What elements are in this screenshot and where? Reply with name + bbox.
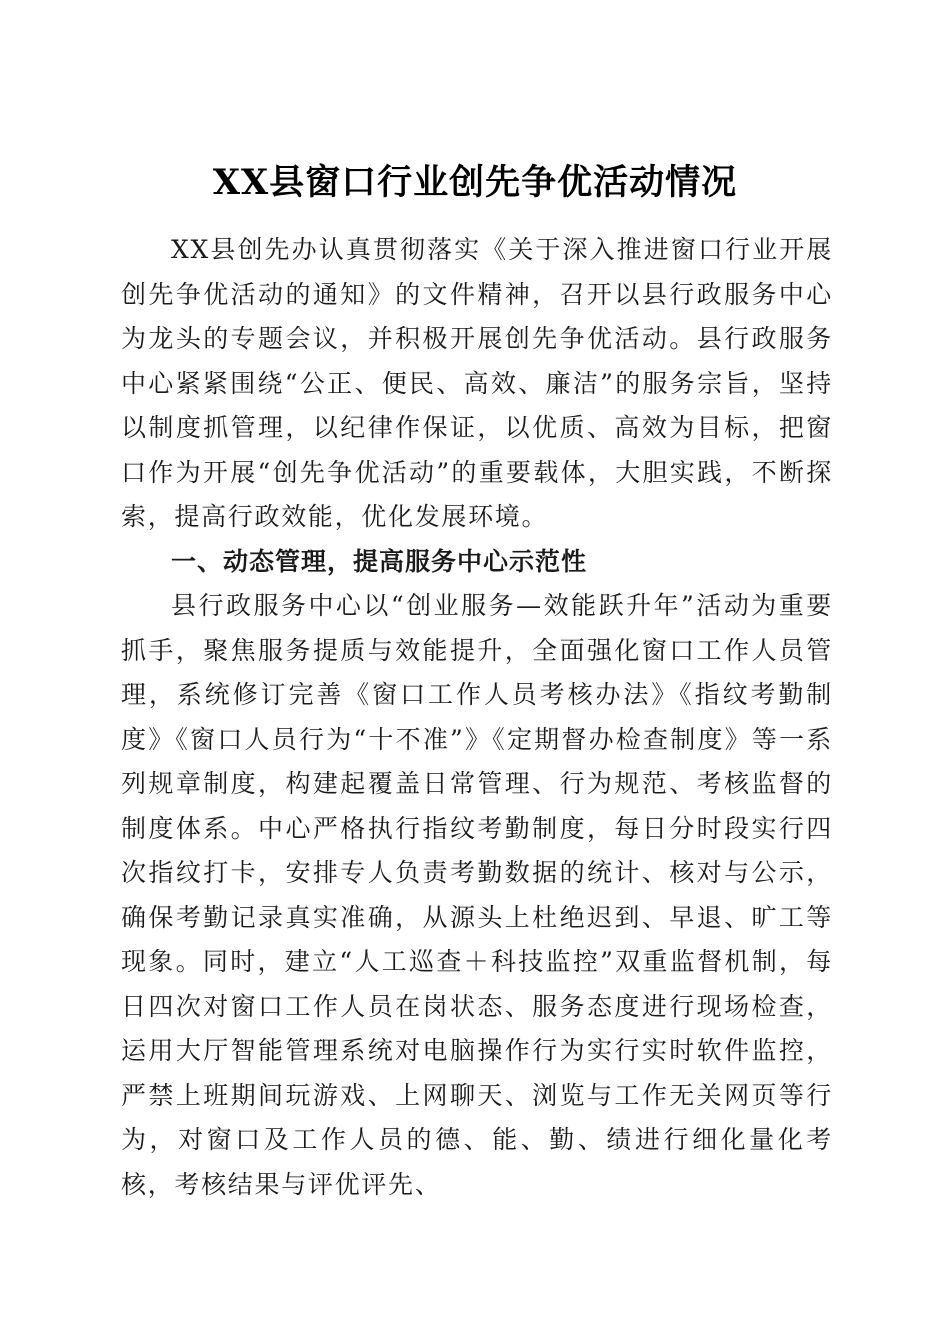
intro-paragraph: XX县创先办认真贯彻落实《关于深入推进窗口行业开展创先争优活动的通知》的文件精神，召开以县行政服务中心为龙头的专题会议，并积极开展创先争优活动。县行政服务中心紧紧围绕“公正、便民、高效、廉洁”的服务宗旨，坚持以制度抓管理，以纪律作保证，以优质、高效为目标，把窗口作为开展“创先争优活动”的重要载体，大胆实践，不断探索，提高行政效能，优化发展环境。 xyxy=(121,235,833,531)
section-paragraph: 县行政服务中心以“创业服务—效能跃升年”活动为重要抓手，聚焦服务提质与效能提升，全面强化窗口工作人员管理，系统修订完善《窗口工作人员考核办法》《指纹考勤制度》《窗口人员行为“十不准”》《定期督办检查制度》等一系列规章制度，构建起覆盖日常管理、行为规范、考核监督的制度体系。中心严格执行指纹考勤制度，每日分时段实行四次指纹打卡，安排专人负责考勤数据的统计、核对与公示，确保考勤记录真实准确，从源头上杜绝迟到、早退、旷工等现象。同时，建立“人工巡查＋科技监控”双重监督机制，每日四次对窗口工作人员在岗状态、服务态度进行现场检查，运用大厅智能管理系统对电脑操作行为实行实时软件监控，严禁上班期间玩游戏、上网聊天、浏览与工作无关网页等行为，对窗口及工作人员的德、能、勤、绩进行细化量化考核，考核结果与评优评先、 xyxy=(121,591,833,1199)
document-body xyxy=(121,228,833,1207)
document-title: XX县窗口行业创先争优活动情况 xyxy=(212,162,738,204)
section-heading: 一、动态管理，提高服务中心示范性 xyxy=(171,546,588,576)
